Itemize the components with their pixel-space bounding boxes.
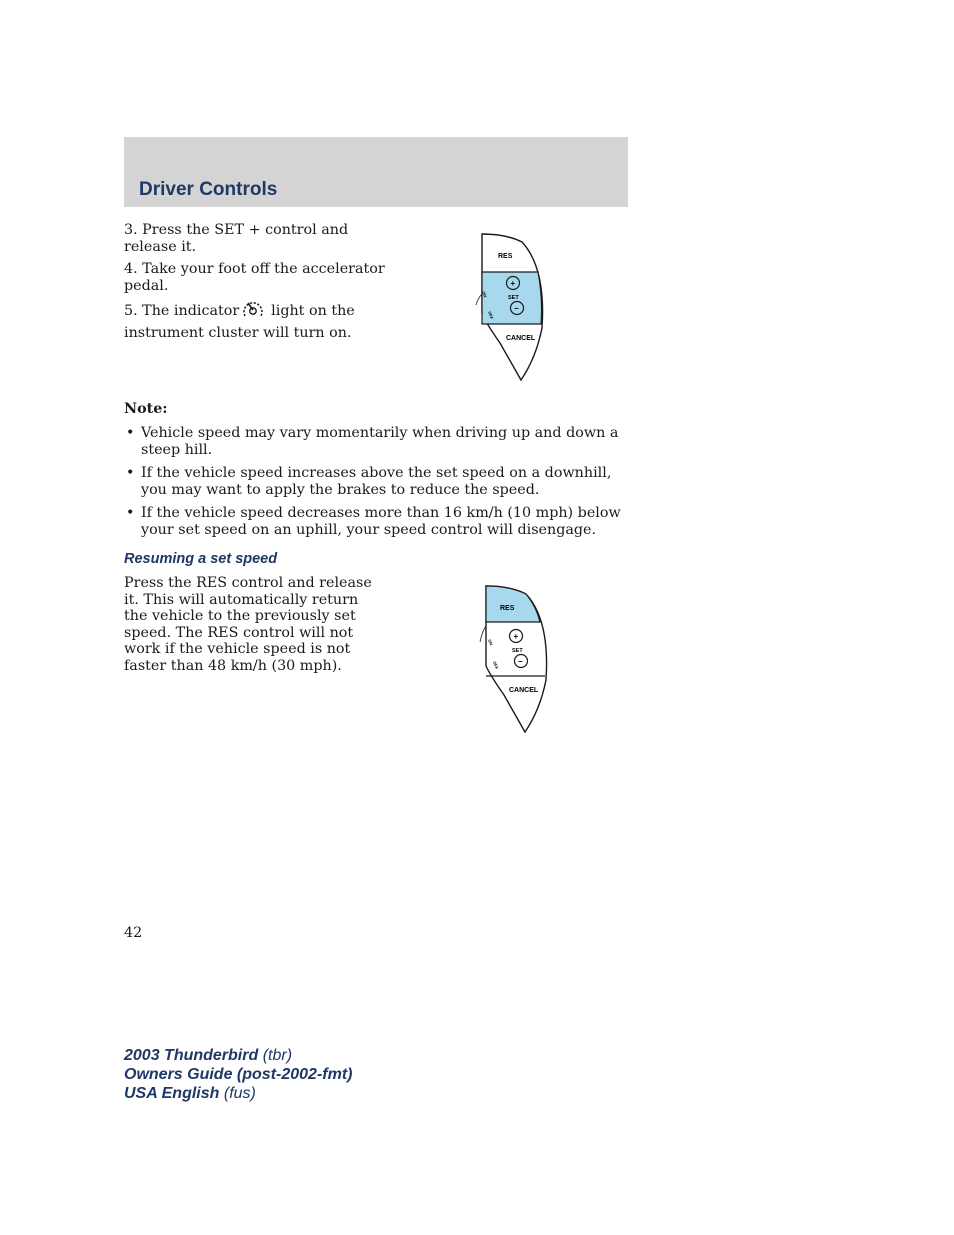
minus-icon: − (514, 304, 519, 313)
step-5 (124, 300, 394, 341)
steering-control-illustration-set (474, 228, 550, 388)
off-label: OFF (487, 310, 495, 320)
res-label: RES (500, 605, 515, 612)
document-footer (124, 1046, 352, 1103)
note-list (124, 425, 624, 545)
plus-icon: + (513, 632, 519, 641)
footer-line-2: Owners Guide (post-2002-fmt) (124, 1066, 353, 1083)
off-label: OFF (492, 660, 500, 670)
set-label: SET (508, 295, 519, 301)
list-item (124, 465, 624, 498)
bullet-icon: • (126, 505, 135, 521)
steps-list (124, 222, 394, 347)
section-header-band (124, 137, 628, 207)
speed-control-indicator-icon (241, 300, 265, 325)
step-4: 4. Take your foot off the accelerator pedal. (124, 261, 385, 294)
steering-control-illustration-res (478, 580, 554, 740)
step-5-before: 5. The indicator (124, 303, 240, 319)
section-title: Driver Controls (139, 179, 278, 200)
list-item-text: Vehicle speed may vary momentarily when driving up and down a steep hill. (141, 425, 619, 458)
list-item-text: If the vehicle speed increases above the set speed on a downhill, you may want to apply the brakes to reduce the speed. (141, 465, 612, 498)
cancel-label: CANCEL (506, 335, 536, 342)
on-label: ON (481, 290, 488, 298)
bullet-icon: • (126, 465, 135, 481)
resume-text: Press the RES control and release it. This will automatically return the vehicle to the previously set speed. The RES control will not work if the vehicle speed is not faster than 48 km/h (30 mph). (124, 575, 372, 674)
step-5-after: light on the instrument cluster will turn on. (124, 303, 355, 341)
set-label: SET (512, 648, 523, 654)
step-3: 3. Press the SET + control and release it. (124, 222, 349, 255)
minus-icon: − (518, 657, 523, 666)
list-item (124, 425, 624, 458)
res-label: RES (498, 253, 513, 260)
list-item (124, 505, 624, 538)
list-item-text: If the vehicle speed decreases more than 16 km/h (10 mph) below your set speed on an uphill, your speed control will disengage. (141, 505, 621, 538)
cancel-label: CANCEL (509, 687, 539, 694)
plus-icon: + (510, 279, 516, 288)
res-button-highlight (486, 586, 540, 622)
bullet-icon: • (126, 425, 135, 441)
footer-line-1: 2003 Thunderbird (tbr) (124, 1047, 293, 1064)
resume-heading: Resuming a set speed (124, 551, 278, 567)
page-number: 42 (124, 925, 143, 941)
note-label: Note: (124, 401, 168, 417)
on-label: ON (487, 638, 494, 646)
footer-line-3: USA English (fus) (124, 1085, 256, 1102)
